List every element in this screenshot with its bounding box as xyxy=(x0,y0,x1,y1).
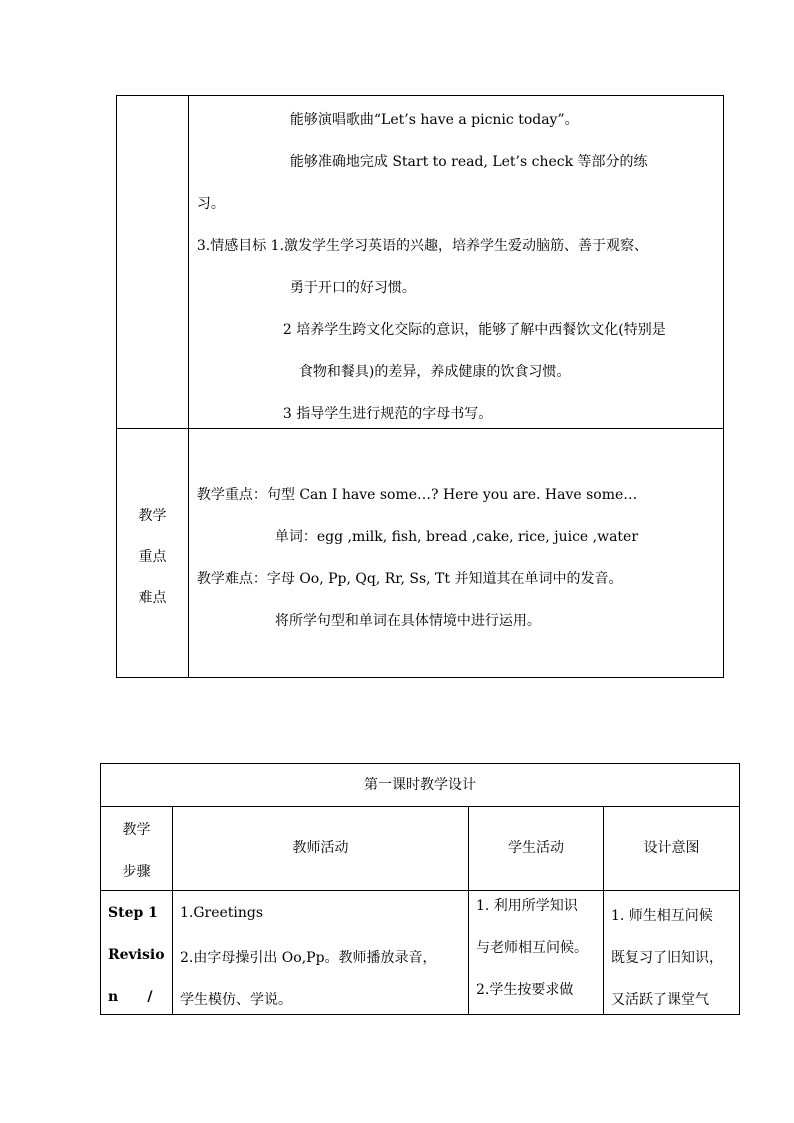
step-line: Step 1 xyxy=(108,905,158,921)
objectives-cell xyxy=(188,96,723,429)
student-activity-line: 1. 利用所学知识 xyxy=(476,898,578,914)
header-teacher: 教师活动 xyxy=(292,840,349,856)
objective-line: 习。 xyxy=(196,196,225,212)
student-activity-cell xyxy=(469,891,604,1015)
intent-line: 又活跃了课堂气 xyxy=(611,992,709,1008)
key-point-line: 教学重点：句型 Can I have some…? Here you are. Have some… xyxy=(196,487,638,503)
header-step: 步骤 xyxy=(122,864,151,880)
student-activity-line: 2.学生按要求做 xyxy=(476,982,574,998)
teacher-activity-line: 2.由字母操引出 Oo,Pp。教师播放录音， xyxy=(180,950,437,966)
student-activity-line: 与老师相互问候。 xyxy=(476,940,588,956)
key-point-line: 将所学句型和单词在具体情境中进行运用。 xyxy=(274,613,541,629)
header-step: 教学 xyxy=(122,822,151,838)
header-student: 学生活动 xyxy=(508,840,564,856)
intent-line: 1. 师生相互问候 xyxy=(611,908,713,924)
lesson-design-table xyxy=(100,763,740,1015)
header-teacher-cell xyxy=(173,807,469,891)
objective-line: 食物和餐具)的差异，养成健康的饮食习惯。 xyxy=(298,364,571,380)
step-cell xyxy=(101,891,173,1015)
key-points-cell xyxy=(188,429,723,678)
objective-line: 3.情感目标 1.激发学生学习英语的兴趣，培养学生爱动脑筋、善于观察、 xyxy=(196,238,649,254)
teacher-activity-line: 学生模仿、学说。 xyxy=(180,992,292,1008)
header-intent: 设计意图 xyxy=(643,840,700,856)
header-student-cell xyxy=(469,807,604,891)
objectives-table xyxy=(116,95,724,678)
key-point-line: 单词：egg ,milk, fish, bread ,cake, rice, juice ,water xyxy=(274,529,639,545)
intent-cell xyxy=(604,891,740,1015)
key-points-label: 教学 xyxy=(138,508,167,524)
key-points-label: 重点 xyxy=(138,549,167,565)
lesson-title: 第一课时教学设计 xyxy=(364,777,476,793)
objective-line: 能够演唱歌曲“Let’s have a picnic today”。 xyxy=(289,112,579,128)
step-line: Revisio xyxy=(108,947,165,963)
teacher-activity-line: 1.Greetings xyxy=(180,905,264,921)
lesson-title-cell xyxy=(101,764,740,807)
header-intent-cell xyxy=(604,807,740,891)
objective-line: 2 培养学生跨文化交际的意识，能够了解中西餐饮文化(特别是 xyxy=(282,322,666,338)
step-line: n / xyxy=(108,989,153,1005)
objective-line: 勇于开口的好习惯。 xyxy=(289,280,416,296)
intent-line: 既复习了旧知识， xyxy=(611,950,723,966)
key-points-label-cell xyxy=(117,429,189,678)
key-point-line: 教学难点：字母 Oo, Pp, Qq, Rr, Ss, Tt 并知道其在单词中的发音。 xyxy=(196,571,623,587)
header-step-cell xyxy=(101,807,173,891)
key-points-label: 难点 xyxy=(138,590,167,606)
teacher-activity-cell xyxy=(173,891,469,1015)
label-cell-empty xyxy=(117,96,189,429)
objective-line: 3 指导学生进行规范的字母书写。 xyxy=(282,406,493,422)
objective-line: 能够准确地完成 Start to read, Let’s check 等部分的练 xyxy=(289,154,648,170)
